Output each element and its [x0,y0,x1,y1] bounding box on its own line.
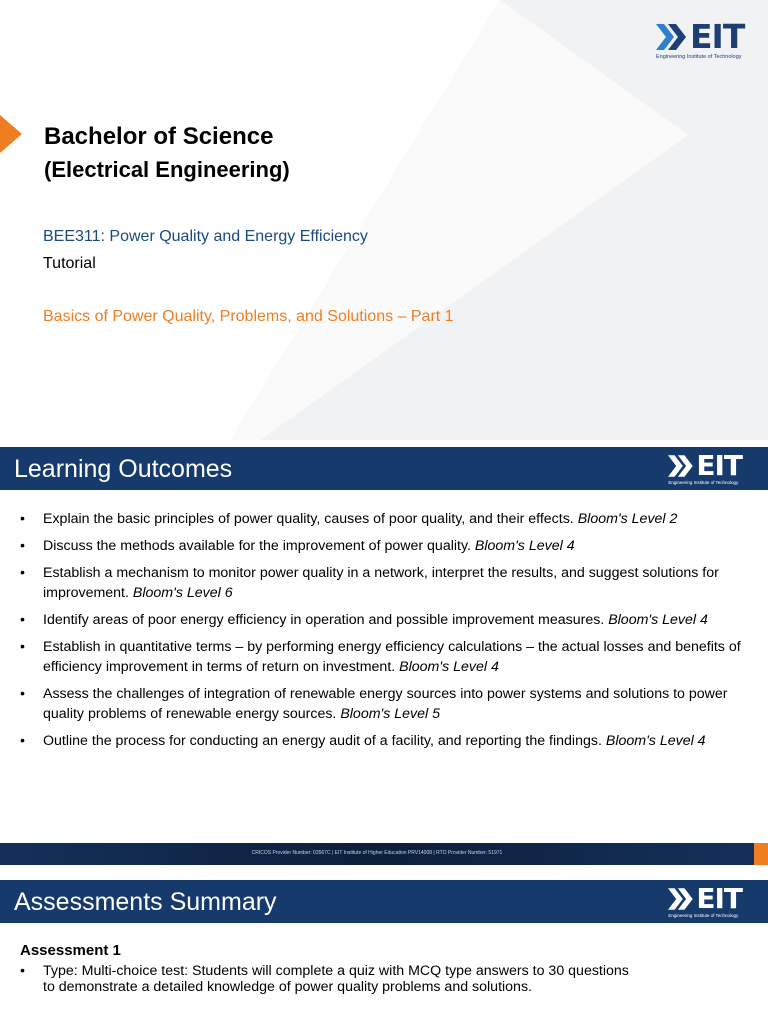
outcome-text: Identify areas of poor energy efficiency in operation and possible improvement measures. [43,612,609,628]
slide-header [0,447,768,490]
blooms-level: Bloom's Level 2 [577,511,678,527]
chevron-logo-icon [668,888,696,910]
outcome-item [20,563,750,603]
blooms-level: Bloom's Level 6 [132,585,233,601]
outcome-text: Establish a mechanism to monitor power quality in a network, interpret the results, and suggest solutions for improvement. [43,565,719,601]
orange-arrow-icon [0,115,22,153]
eit-logo [668,882,742,919]
learning-outcomes-slide [0,447,768,866]
logo-tagline: Engineering Institute of Technology [656,54,742,60]
outcome-text: Outline the process for conducting an energy audit of a facility, and reporting the findings. [43,733,606,749]
blooms-level: Bloom's Level 5 [340,706,441,722]
topic-title: Basics of Power Quality, Problems, and Solutions – Part 1 [43,308,454,325]
background-shape [0,0,768,440]
bullet-icon: • [20,565,25,581]
logo-tagline: Engineering Institute of Technology [668,913,739,918]
slide-title: Learning Outcomes [14,455,233,483]
assessment-text: Type: Multi-choice test: Students will complete a quiz with MCQ type answers to 30 questions to demonstrate a detailed knowledge of power quality problems and solutions. [43,963,629,995]
degree-title: Bachelor of Science [44,123,274,150]
outcome-text: Explain the basic principles of power quality, causes of poor quality, and their effects. [43,511,578,527]
eit-logo [668,449,742,486]
bullet-icon: • [20,639,25,655]
assessment-list [20,963,640,995]
outcome-text: Establish in quantitative terms – by performing energy efficiency calculations – the actual losses and benefits of efficiency improvement in terms of return on investment. [43,639,741,675]
logo-text: EIT [696,882,742,915]
blooms-level: Bloom's Level 4 [608,612,708,628]
bullet-icon: • [20,963,25,979]
blooms-level: Bloom's Level 4 [605,733,706,749]
logo-text: EIT [696,449,742,482]
outcome-text: Discuss the methods available for the improvement of power quality. [43,538,475,554]
chevron-logo-icon [656,24,690,50]
footer-bar [0,843,768,865]
session-type: Tutorial [43,255,96,272]
logo-text: EIT [690,17,745,56]
bullet-icon: • [20,538,25,554]
bullet-icon: • [20,612,25,628]
blooms-level: Bloom's Level 4 [399,659,499,675]
footer-text: CRICOS Provider Number: 03567C | EIT Institute of Higher Education PRV14008 | RTO Provider Number: 51971 [251,850,503,856]
chevron-logo-icon [668,455,696,477]
outcome-text: Assess the challenges of integration of renewable energy sources into power systems and solutions to power quality problems of renewable energy sources. [43,686,728,722]
outcome-item [20,509,750,529]
title-slide [0,0,768,440]
outcome-item [20,684,750,724]
footer-accent [754,843,768,865]
degree-subtitle: (Electrical Engineering) [44,157,290,182]
course-code: BEE311: Power Quality and Energy Efficiency [43,228,368,245]
outcome-item [20,637,750,677]
bullet-icon: • [20,733,25,749]
slide-title: Assessments Summary [14,888,277,916]
assessments-summary-slide [0,880,768,1024]
bullet-icon: • [20,686,25,702]
outcomes-list [20,509,750,758]
outcome-item [20,536,750,556]
bullet-icon: • [20,511,25,527]
slide-header [0,880,768,923]
assessment-title: Assessment 1 [20,942,121,959]
outcome-item [20,610,750,630]
logo-tagline: Engineering Institute of Technology [668,480,739,485]
outcome-item [20,731,750,751]
assessment-item [20,963,640,995]
blooms-level: Bloom's Level 4 [474,538,575,554]
eit-logo [656,17,745,61]
